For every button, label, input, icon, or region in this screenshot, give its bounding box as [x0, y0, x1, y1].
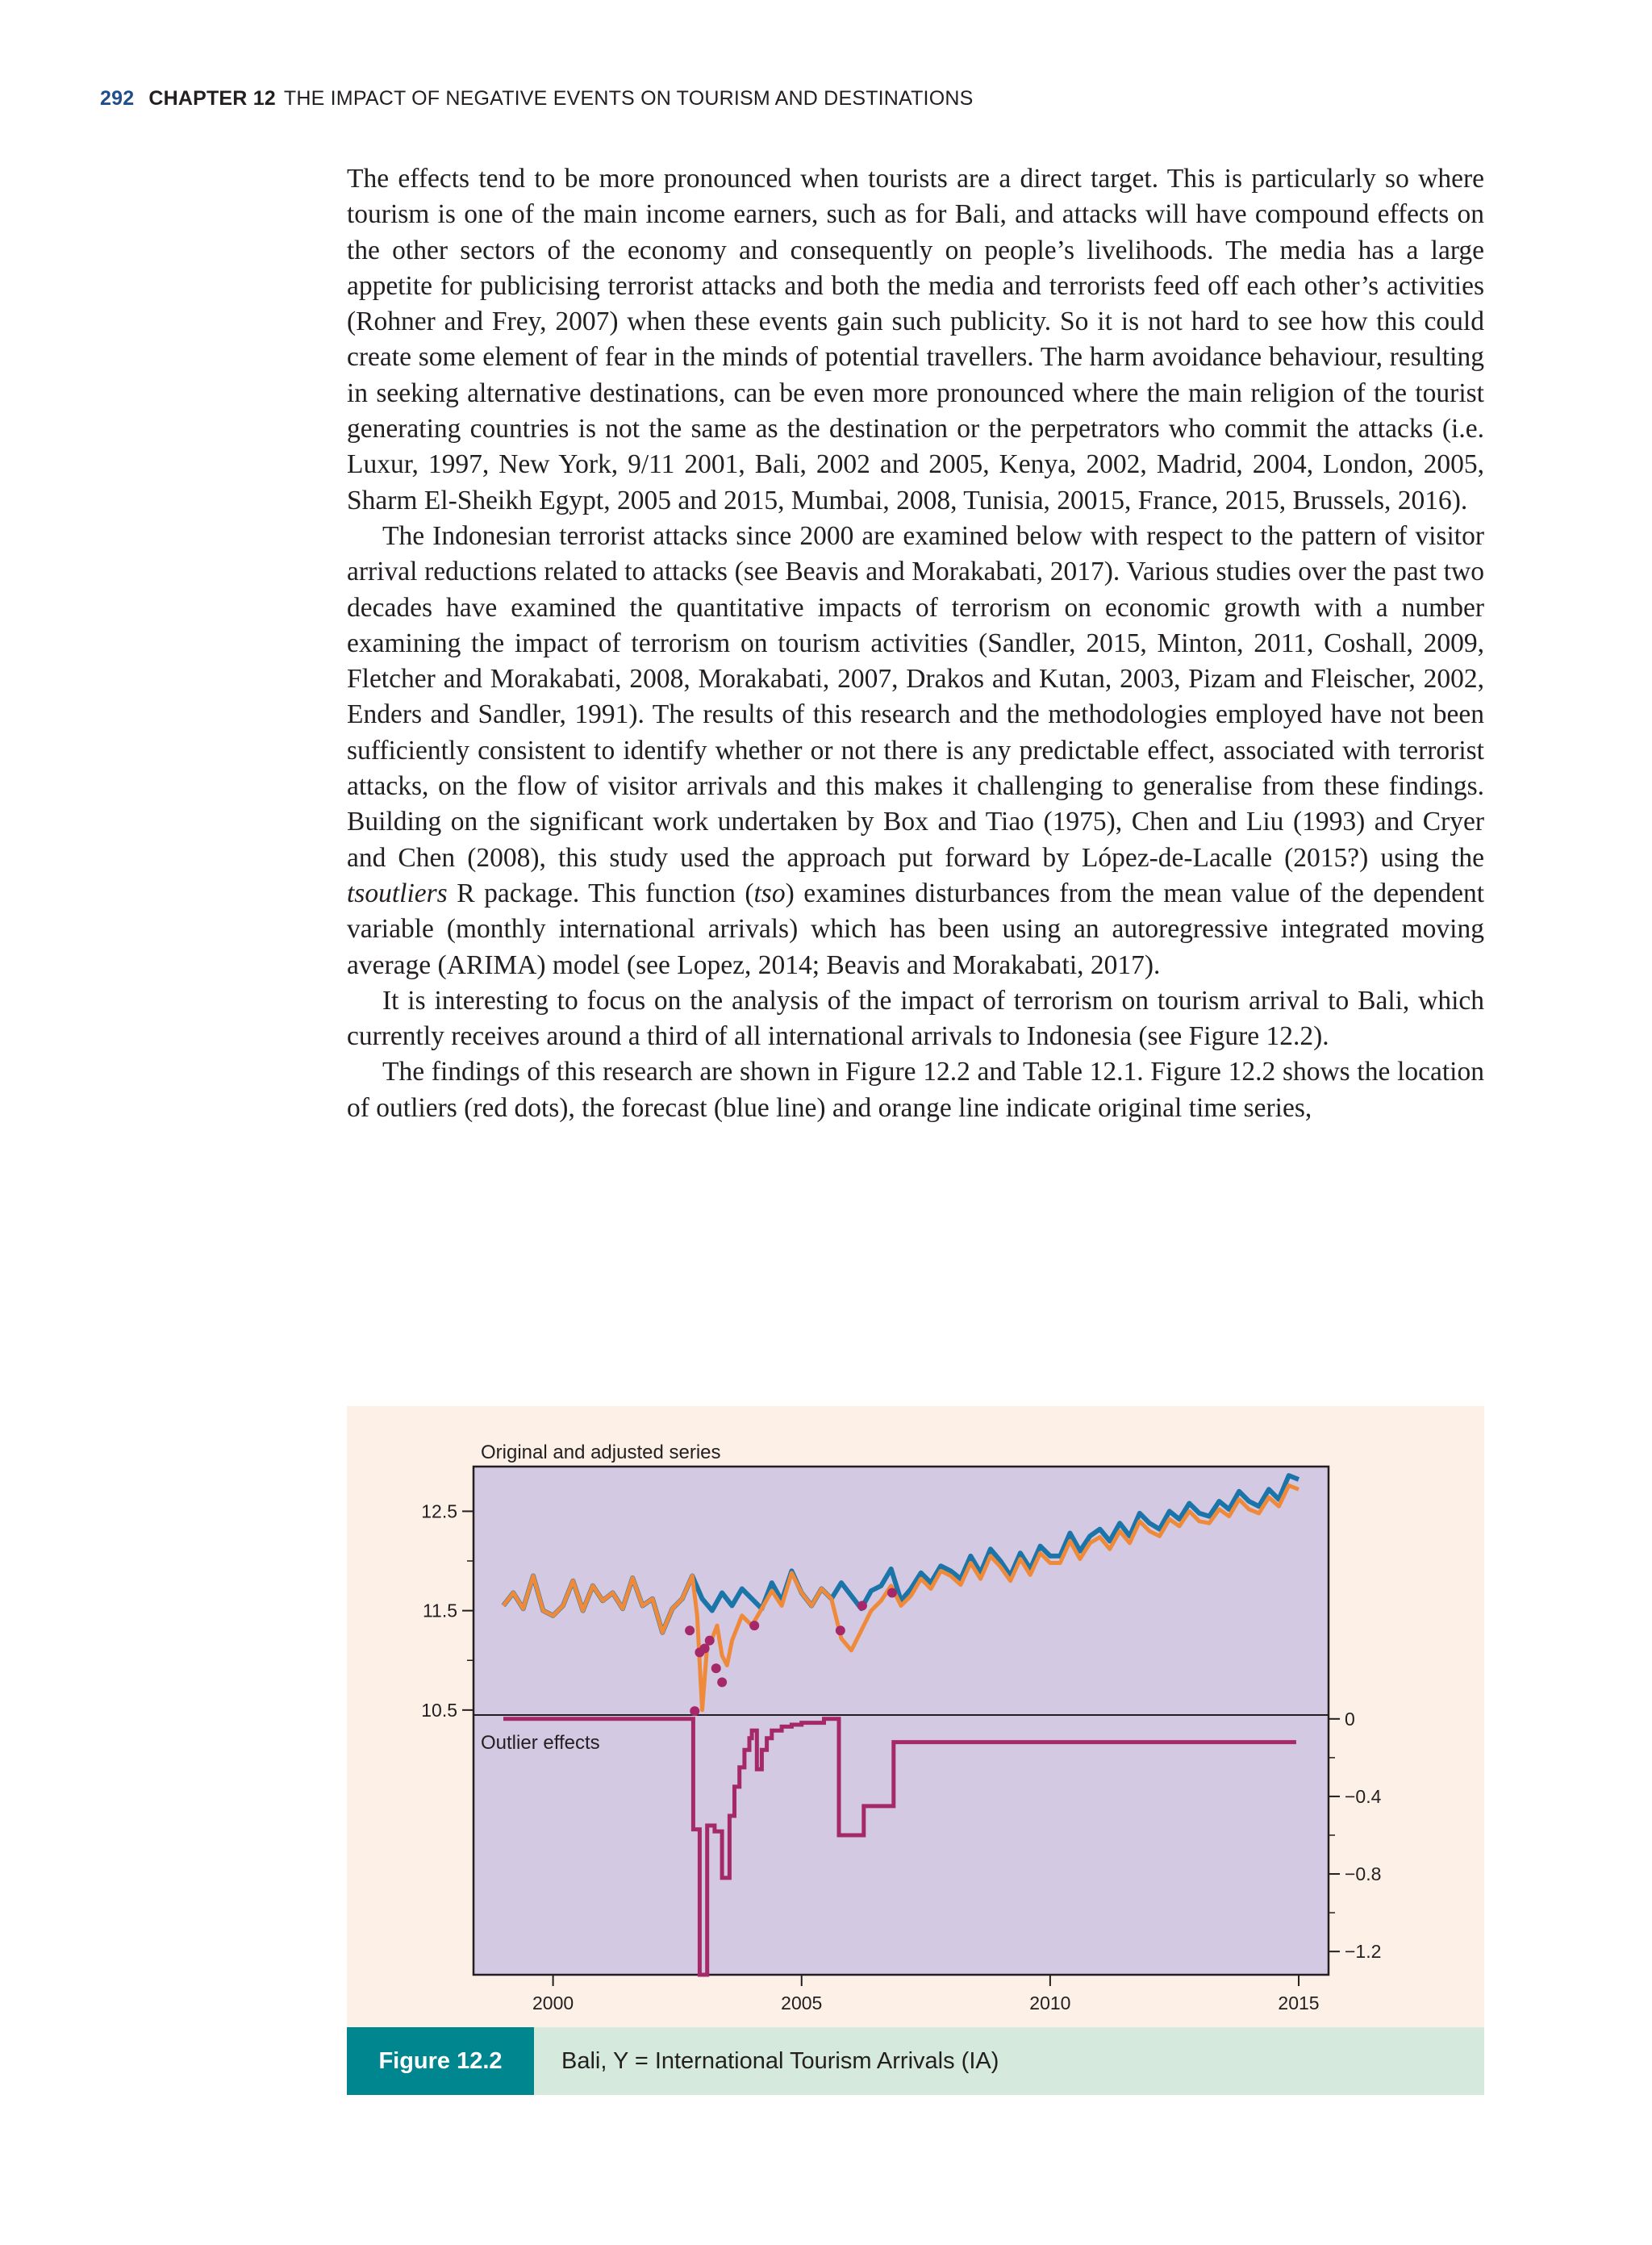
chapter-title: THE IMPACT OF NEGATIVE EVENTS ON TOURISM AND DESTINATIONS — [283, 87, 974, 110]
y-tick-label-bottom: −0.8 — [1345, 1863, 1382, 1885]
paragraph-1: The effects tend to be more pronounced when tourists are a direct target. This is particularly so where tourism is one of the main income earners, such as for Bali, and attacks will have compound effects on the other sectors of the economy and consequently on people’s livelihoods. The media has a large appetite for publicising terrorist attacks and both the media and terrorists feed off each other’s activities (Rohner and Frey, 2007) when these events gain such publicity. So it is not hard to see how this could create some element of fear in the minds of potential travellers. The harm avoidance behaviour, resulting in seeking alternative destinations, can be even more pronounced where the main religion of the tourist generating countries is not the same as the destination or the perpetrators who commit the attacks (i.e. Luxur, 1997, New York, 9/11 2001, Bali, 2002 and 2005, Kenya, 2002, Madrid, 2004, London, 2005, Sharm El-Sheikh Egypt, 2005 and 2015, Mumbai, 2008, Tunisia, 20015, France, 2015, Brussels, 2016). — [347, 164, 1484, 515]
bottom-panel-title: Outlier effects — [481, 1732, 600, 1754]
figure-caption — [347, 2027, 1484, 2095]
outlier-point — [836, 1625, 845, 1635]
x-tick-label: 2005 — [781, 1993, 823, 2013]
package-name: tsoutliers — [347, 878, 448, 908]
figure-box — [347, 1406, 1484, 2027]
x-tick-label: 2015 — [1278, 1993, 1320, 2013]
outlier-point — [749, 1621, 759, 1630]
y-tick-label-top: 10.5 — [421, 1699, 457, 1721]
outlier-point — [887, 1588, 897, 1597]
y-tick-label-top: 11.5 — [422, 1600, 457, 1621]
outlier-point — [705, 1636, 715, 1646]
outlier-point — [857, 1600, 867, 1610]
outlier-point — [711, 1663, 721, 1673]
y-tick-label-bottom: 0 — [1345, 1708, 1355, 1730]
function-name: tso — [753, 878, 786, 908]
figure-caption-text: Bali, Y = International Tourism Arrivals (IA) — [561, 2048, 999, 2074]
x-tick-label: 2010 — [1029, 1993, 1071, 2013]
y-tick-label-bottom: −0.4 — [1345, 1785, 1382, 1807]
paragraph-2-part-b: R package. This function ( — [457, 878, 754, 908]
figure-label: Figure 12.2 — [347, 2027, 534, 2095]
x-tick-label: 2000 — [532, 1993, 574, 2013]
y-tick-label-bottom: −1.2 — [1345, 1941, 1382, 1963]
paragraph-3: It is interesting to focus on the analysis of the impact of terrorism on tourism arrival to Bali, which currently receives around a third of all international arrivals to Indonesia (see Figure 12.2). — [347, 985, 1484, 1052]
outlier-point — [685, 1625, 695, 1635]
paragraph-2 — [347, 519, 1484, 983]
outlier-point — [690, 1706, 699, 1716]
running-header — [100, 87, 973, 111]
top-panel-title: Original and adjusted series — [481, 1442, 721, 1463]
y-tick-label-top: 12.5 — [421, 1500, 457, 1522]
paragraph-4: The findings of this research are shown in Figure 12.2 and Table 12.1. Figure 12.2 shows the location of outliers (red dots), the forecast (blue line) and orange line indicate original time series, — [347, 1057, 1484, 1123]
paragraph-2-part-a: The Indonesian terrorist attacks since 2000 are examined below with respect to the pattern of visitor arrival reductions related to attacks (see Beavis and Morakabati, 2017). Various studies over the past two decades have examined the quantitative impacts of terrorism on economic growth with a number examining the impact of terrorism on tourism activities (Sandler, 2015, Minton, 2011, Coshall, 2009, Fletcher and Morakabati, 2008, Morakabati, 2007, Drakos and Kutan, 2003, Pizam and Fleischer, 2002, Enders and Sandler, 1991). The results of this research and the methodologies employed have not been sufficiently consistent to identify whether or not there is any predictable effect, associated with terrorist attacks, on the flow of visitor arrivals and this makes it challenging to generalise from these findings. Building on the significant work undertaken by Box and Tiao (1975), Chen and Liu (1993) and Cryer and Chen (2008), this study used the approach put forward by López-de-Lacalle (2015?) using the — [347, 520, 1484, 873]
body-text — [347, 161, 1484, 1126]
chapter-label: CHAPTER 12 — [148, 87, 276, 110]
page-number: 292 — [100, 87, 135, 110]
paragraph-2-part-c: ) examines disturbances from the mean value of the dependent variable (monthly international arrivals) which has been using an autoregressive integrated moving average (ARIMA) model (see Lopez, 2014; Beavis and Morakabati, 2017). — [347, 878, 1484, 980]
figure-chart — [347, 1406, 1484, 2027]
outlier-point — [717, 1677, 727, 1687]
